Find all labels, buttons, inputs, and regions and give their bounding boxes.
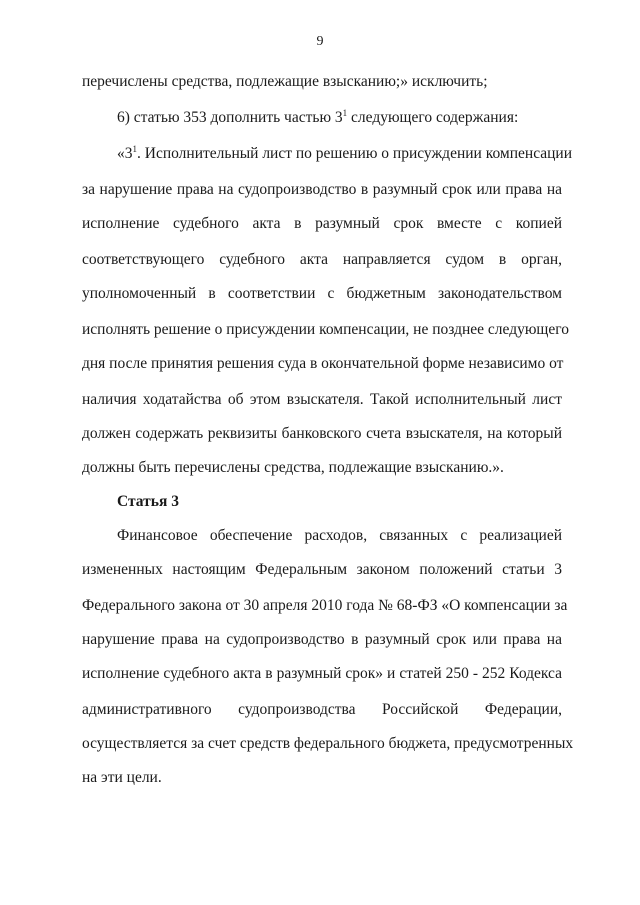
page-number: 9 bbox=[316, 34, 324, 49]
text-line: уполномоченный в соответствии с бюджетным законодательством bbox=[82, 285, 562, 302]
superscript: 1 bbox=[342, 108, 348, 118]
text-span: . Исполнительный лист по решению о присуждении компенсации bbox=[137, 145, 573, 162]
text-line: осуществляется за счет средств федерального бюджета, предусмотренных bbox=[82, 735, 574, 752]
text-line: измененных настоящим Федеральным законом положений статьи 3 bbox=[82, 561, 562, 578]
text-line: Финансовое обеспечение расходов, связанных с реализацией bbox=[117, 527, 562, 544]
text-span: 6) статью 353 дополнить частью 3 bbox=[117, 109, 343, 126]
quote-first-line bbox=[117, 144, 573, 164]
text-line: на эти цели. bbox=[82, 769, 162, 786]
text-line: Федерального закона от 30 апреля 2010 года № 68-ФЗ «О компенсации за bbox=[82, 597, 568, 614]
article-heading: Статья 3 bbox=[117, 493, 179, 510]
text-line: должны быть перечислены средства, подлежащие взысканию.». bbox=[82, 459, 504, 476]
item-6-paragraph bbox=[117, 108, 562, 128]
text-line: исполнение судебного акта в разумный срок» и статей 250 - 252 Кодекса bbox=[82, 665, 562, 682]
text-line: административного судопроизводства Российской Федерации, bbox=[82, 701, 562, 718]
text-line: перечислены средства, подлежащие взысканию;» исключить; bbox=[82, 73, 488, 90]
text-line: соответствующего судебного акта направляется судом в орган, bbox=[82, 251, 562, 268]
text-line: наличия ходатайства об этом взыскателя. Такой исполнительный лист bbox=[82, 391, 562, 408]
text-span: «3 bbox=[117, 145, 133, 162]
text-span: следующего содержания: bbox=[347, 109, 519, 126]
text-line: исполнение судебного акта в разумный срок вместе с копией bbox=[82, 215, 562, 232]
text-line: должен содержать реквизиты банковского счета взыскателя, на который bbox=[82, 425, 562, 442]
text-line: исполнять решение о присуждении компенсации, не позднее следующего bbox=[82, 321, 569, 338]
text-line: нарушение права на судопроизводство в разумный срок или права на bbox=[82, 631, 562, 648]
text-line: дня после принятия решения суда в окончательной форме независимо от bbox=[82, 355, 564, 372]
text-line: за нарушение права на судопроизводство в разумный срок или права на bbox=[82, 181, 562, 198]
superscript: 1 bbox=[132, 144, 137, 154]
